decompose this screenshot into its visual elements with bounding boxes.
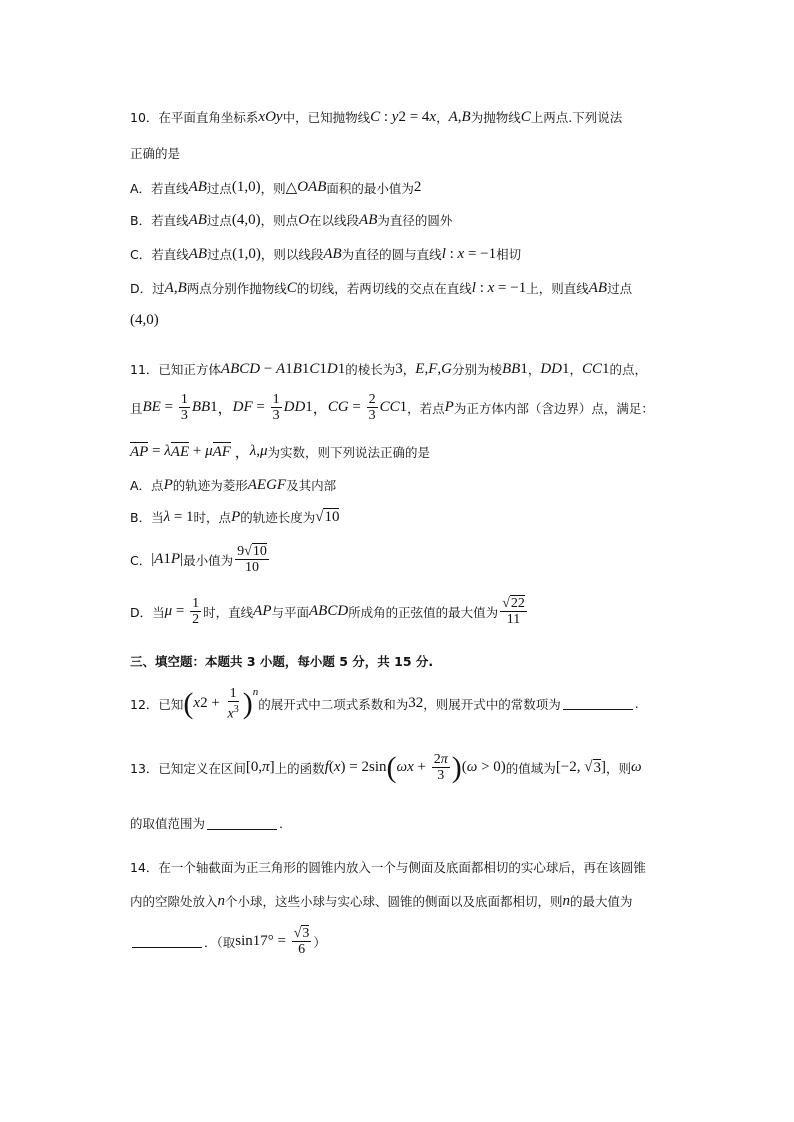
q13-line-2: 的取值范围为 . xyxy=(130,815,283,831)
q14-line-3: ．（取 sin17° = $\frac{√3}{6}$ ） xyxy=(130,926,326,957)
q14-line-2: 内的空隙处放入 n 个小球，这些小球与实心球、圆锥的侧面以及底面都相切，则 n 的最大值为 xyxy=(130,892,633,909)
math: xOy xyxy=(258,108,283,125)
q10-text: 10．在平面直角坐标系 xyxy=(130,110,259,125)
math: A xyxy=(448,108,458,125)
q10-option-a: A．若直线 AB 过点 (1,0) ，则 △ OAB 面积的最小值为 2 xyxy=(130,179,422,196)
q12: 12．已知 ( x 2 + $\frac{1}{x^3}$ ) n 的展开式中二项式系数和为 32 ，则展开式中的常数项为 . xyxy=(130,686,639,722)
q10-option-d-cont: (4,0) xyxy=(130,312,159,328)
answer-blank[interactable] xyxy=(207,817,277,830)
answer-blank[interactable] xyxy=(563,697,633,710)
q13-line-1: 13．已知定义在区间 [0, π ] 上的函数 f ( x ) = 2sin ( ωx + $\frac{2\pi}{3}$ ) ( ω > 0) 的值域为 [−2, √ 3 ] ，则 ω xyxy=(130,750,642,784)
q10-text: 上两点.下列说法 xyxy=(530,110,623,125)
q11-line-3: AP = λ AE + μ AF ， λ , μ 为实数，则下列说法正确的是 xyxy=(130,443,431,461)
section-heading: 三、填空题：本题共 3 小题，每小题 5 分，共 15 分. xyxy=(130,654,434,669)
q10-text: ， xyxy=(436,110,449,125)
q10-option-c: C．若直线 AB 过点 (1,0) ，则以线段 AB 为直径的圆与直线 l : x = −1 相切 xyxy=(130,245,522,262)
q10-text: 为抛物线 xyxy=(470,110,521,125)
q11-option-a: A．点 P 的轨迹为菱形 AEGF 及其内部 xyxy=(130,476,337,493)
math: C xyxy=(370,108,381,125)
q11-option-d: D．当 μ = $\frac{1}{2}$ 时，直线 AP 与平面 ABCD 所成角的正弦值的最大值为 $\frac{√22}{11}$ xyxy=(130,596,525,627)
q10-line-2 xyxy=(130,144,180,162)
q11-option-b: B．当 λ = 1 时，点 P 的轨迹长度为 √ 10 xyxy=(130,508,340,525)
q10-line-1: 10．在平面直角坐标系 xOy 中，已知抛物线 C : y 2 = 4 x ， A , B 为抛物线 C 上两点.下列说法 xyxy=(130,108,623,125)
q10-option-d: D．过 A , B 两点分别作抛物线 C 的切线，若两切线的交点在直线 l : x = −1 上，则直线 AB 过点 xyxy=(130,279,633,296)
answer-blank[interactable] xyxy=(132,935,202,948)
q11-line-1: 11．已知正方体 ABCD − A 1 B 1 C 1 D 1 的棱长为 3 ， E , F , G 分别为棱 BB 1 ， DD 1 ， CC 1 的点， xyxy=(130,360,648,377)
q11-line-2: 且 BE = $\frac{1}{3}$ BB 1 ， DF = $\frac{1}{3}$ DD 1 ， CG = $\frac{2}{3}$ CC 1 ，若点 P 为正方体内部（含边界）点，满足： xyxy=(130,392,654,423)
q10-text: 正确的是 xyxy=(130,146,181,161)
q10-option-b: B．若直线 AB 过点 (4,0) ，则点 O 在以线段 AB 为直径的圆外 xyxy=(130,211,453,228)
q10-text: 中，已知抛物线 xyxy=(282,110,371,125)
q14-line-1: 14．在一个轴截面为正三角形的圆锥内放入一个与侧面及底面都相切的实心球后，再在该圆锥 xyxy=(130,860,646,875)
q11-option-c: C． | A 1 P | 最小值为 $\frac{9√10}{10}$ xyxy=(130,544,267,575)
